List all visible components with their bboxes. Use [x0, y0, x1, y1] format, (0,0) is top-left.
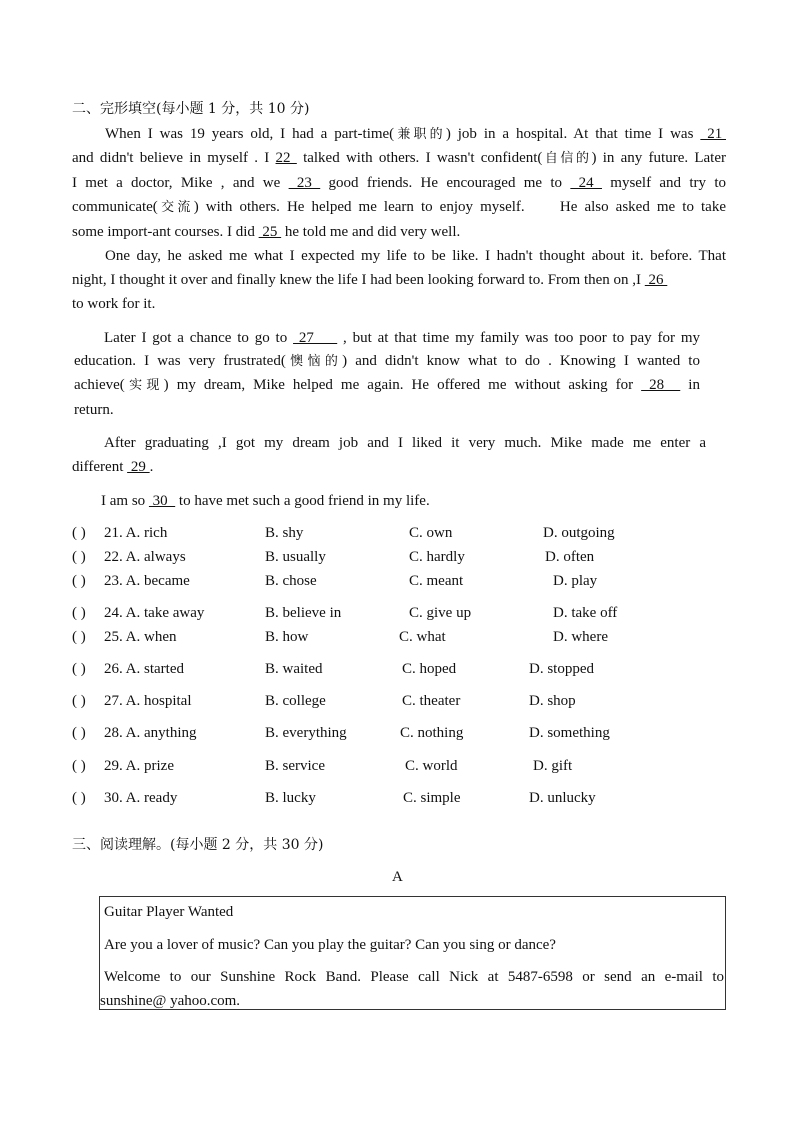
- option-c: C. what: [399, 629, 446, 645]
- blank-25: 25: [258, 224, 282, 240]
- option-c: C. simple: [403, 790, 461, 806]
- option-a: 22. A. always: [104, 549, 186, 565]
- blank-24: 24: [570, 175, 602, 191]
- option-b: B. shy: [265, 525, 304, 541]
- p2-line2: night, I thought it over and finally knew the life I had been looking forward to. From then on ,I 26: [72, 272, 668, 288]
- option-d: D. gift: [533, 758, 573, 774]
- option-d: D. take off: [553, 605, 618, 621]
- option-a: 29. A. prize: [104, 758, 174, 774]
- option-d: D. often: [545, 549, 595, 565]
- p5-line1: I am so 30 to have met such a good friend in my life.: [101, 493, 430, 509]
- option-a: 28. A. anything: [104, 725, 197, 741]
- answer-paren[interactable]: ( ): [72, 758, 86, 774]
- option-d: D. where: [553, 629, 608, 645]
- answer-paren[interactable]: ( ): [72, 549, 86, 565]
- p1-line4: communicate(交流) with others. He helped me learn to enjoy myself. He also asked me to take: [72, 199, 726, 215]
- p3-line2: education. I was very frustrated(懊恼的) and didn't know what to do . Knowing I wanted to: [74, 353, 700, 369]
- option-c: C. own: [409, 525, 453, 541]
- section2-title: 二、完形填空(每小题 1 分，共 10 分): [72, 101, 310, 117]
- option-b: B. usually: [265, 549, 326, 565]
- option-a: 30. A. ready: [104, 790, 178, 806]
- option-a: 27. A. hospital: [104, 693, 192, 709]
- blank-21: 21: [700, 126, 727, 142]
- option-c: C. meant: [409, 573, 464, 589]
- p1-line5: some import-ant courses. I did 25 he told me and did very well.: [72, 224, 461, 240]
- option-b: B. everything: [265, 725, 347, 741]
- option-b: B. college: [265, 693, 326, 709]
- option-b: B. believe in: [265, 605, 342, 621]
- option-a: 21. A. rich: [104, 525, 168, 541]
- option-d: D. play: [553, 573, 598, 589]
- option-c: C. hoped: [402, 661, 457, 677]
- answer-paren[interactable]: ( ): [72, 661, 86, 677]
- p1-line1: When I was 19 years old, I had a part-time(兼职的) job in a hospital. At that time I was 21: [105, 126, 727, 142]
- ad-line1: Are you a lover of music? Can you play the guitar? Can you sing or dance?: [104, 937, 556, 953]
- passage-label: A: [392, 869, 403, 885]
- blank-28: 28: [641, 377, 681, 393]
- option-b: B. service: [265, 758, 325, 774]
- section3-title: 三、阅读理解。(每小题 2 分，共 30 分): [72, 837, 324, 853]
- option-d: D. stopped: [529, 661, 594, 677]
- answer-paren[interactable]: ( ): [72, 525, 86, 541]
- option-c: C. theater: [402, 693, 461, 709]
- option-c: C. world: [405, 758, 458, 774]
- answer-paren[interactable]: ( ): [72, 573, 86, 589]
- answer-paren[interactable]: ( ): [72, 725, 86, 741]
- p3-line1: Later I got a chance to go to 27 , but at that time my family was too poor to pay for my: [104, 330, 700, 346]
- option-d: D. unlucky: [529, 790, 596, 806]
- option-d: D. something: [529, 725, 610, 741]
- option-d: D. outgoing: [543, 525, 615, 541]
- blank-22: 22: [275, 150, 297, 166]
- option-c: C. give up: [409, 605, 472, 621]
- ad-line3: sunshine@ yahoo.com.: [100, 993, 241, 1009]
- p3-line3: achieve(实现) my dream, Mike helped me again. He offered me without asking for 28 in: [74, 377, 700, 393]
- option-d: D. shop: [529, 693, 576, 709]
- p1-line2: and didn't believe in myself . I 22 talked with others. I wasn't confident(自信的) in any future. Later: [72, 150, 727, 166]
- p2-line1: One day, he asked me what I expected my life to be like. I hadn't thought about it. before. That: [105, 248, 726, 264]
- blank-26: 26: [644, 272, 668, 288]
- option-b: B. waited: [265, 661, 323, 677]
- blank-29: 29: [127, 459, 150, 475]
- answer-paren[interactable]: ( ): [72, 605, 86, 621]
- answer-paren[interactable]: ( ): [72, 693, 86, 709]
- ad-title: Guitar Player Wanted: [104, 904, 234, 920]
- option-c: C. nothing: [400, 725, 464, 741]
- option-b: B. chose: [265, 573, 317, 589]
- ad-line2: Welcome to our Sunshine Rock Band. Please call Nick at 5487-6598 or send an e-mail to: [104, 969, 724, 985]
- option-c: C. hardly: [409, 549, 465, 565]
- answer-paren[interactable]: ( ): [72, 790, 86, 806]
- answer-paren[interactable]: ( ): [72, 629, 86, 645]
- blank-27: 27: [293, 330, 338, 346]
- p2-line3: to work for it.: [72, 296, 156, 312]
- p4-line2: different 29 .: [72, 459, 154, 475]
- p3-line4: return.: [74, 402, 114, 418]
- blank-23: 23: [288, 175, 321, 191]
- p1-line3: I met a doctor, Mike , and we 23 good friends. He encouraged me to 24 myself and try to: [72, 175, 726, 191]
- option-a: 23. A. became: [104, 573, 190, 589]
- option-a: 24. A. take away: [104, 605, 205, 621]
- blank-30: 30: [148, 493, 176, 509]
- option-b: B. how: [265, 629, 309, 645]
- p4-line1: After graduating ,I got my dream job and I liked it very much. Mike made me enter a: [104, 435, 706, 451]
- option-b: B. lucky: [265, 790, 316, 806]
- option-a: 25. A. when: [104, 629, 177, 645]
- option-a: 26. A. started: [104, 661, 184, 677]
